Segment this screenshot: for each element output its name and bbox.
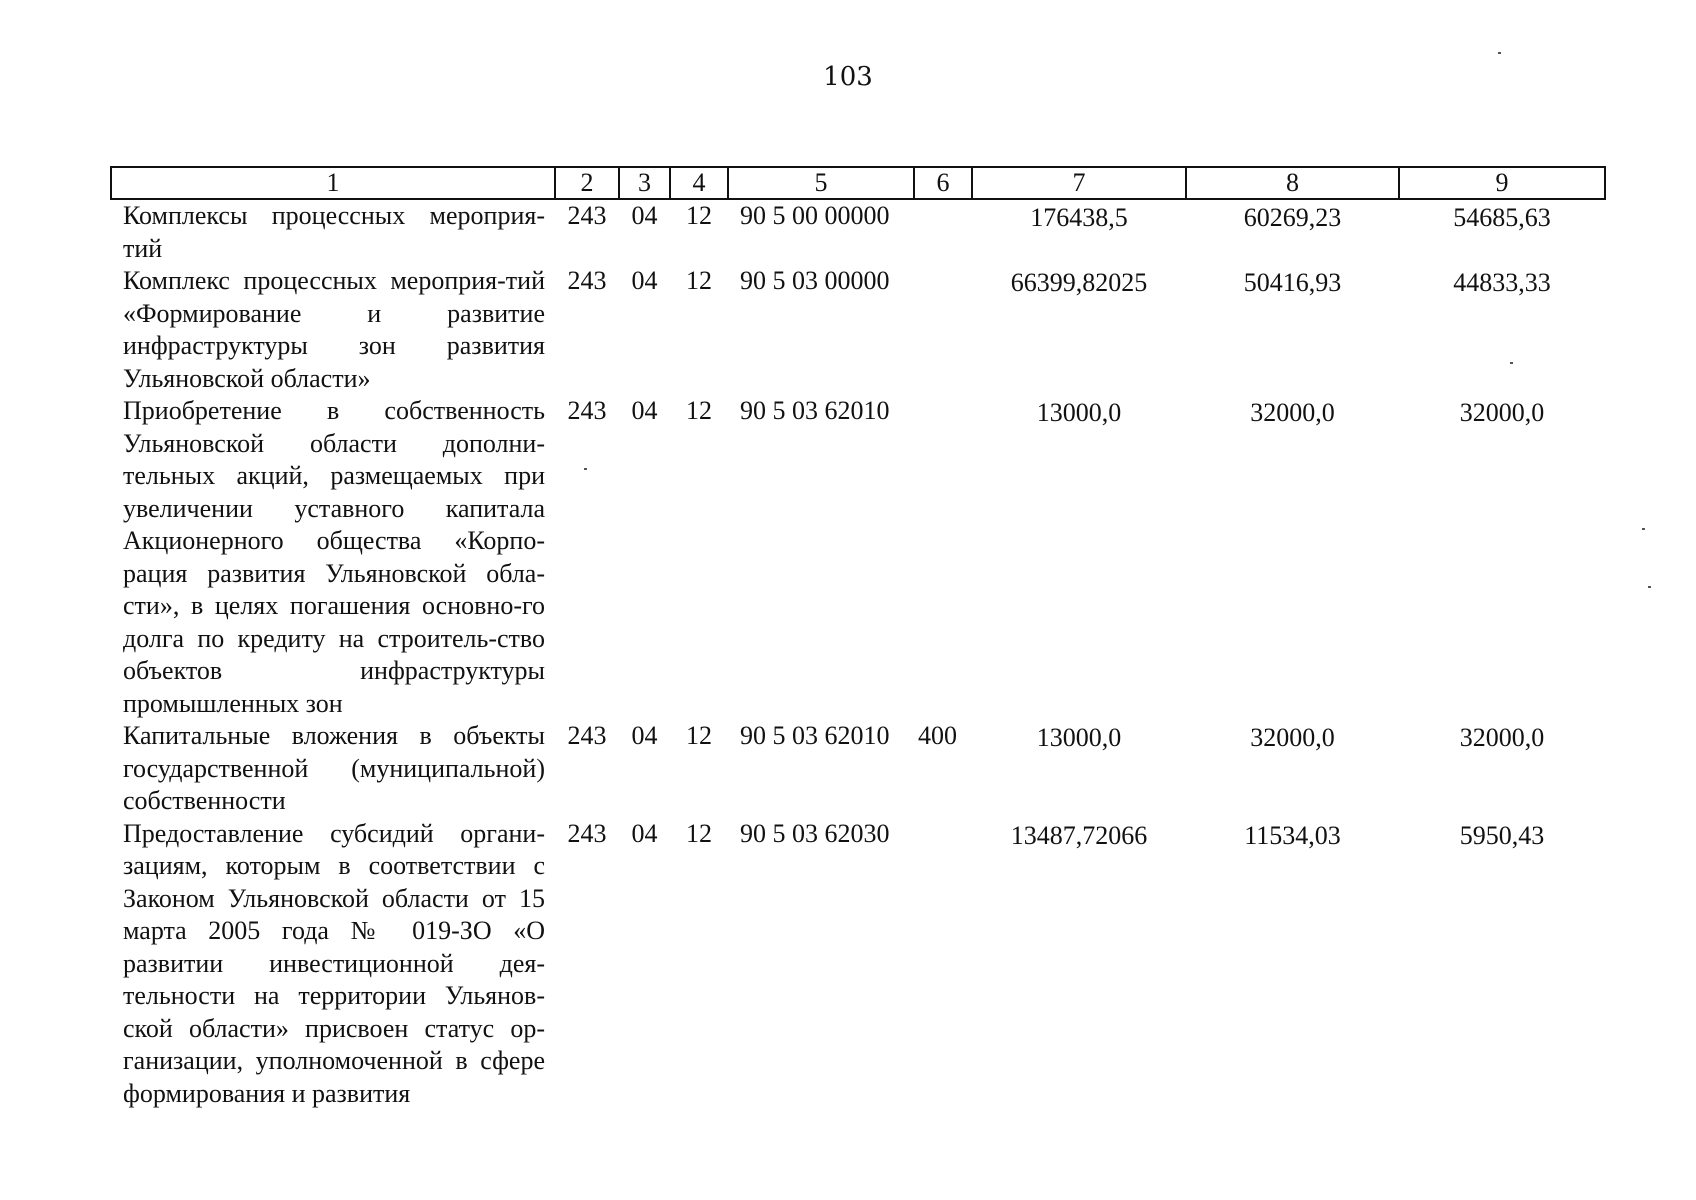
row-code-2: 243 (567, 396, 607, 425)
scan-speck (1642, 528, 1645, 530)
row-code-2: 243 (567, 818, 607, 848)
table-row (111, 265, 1605, 395)
scan-speck (1498, 52, 1501, 54)
row-code-2: 243 (567, 721, 607, 750)
header-col-5: 5 (728, 167, 914, 199)
row-code-5: 90 5 03 62010 (740, 721, 890, 750)
row-value-9: 54685,63 (1453, 203, 1551, 232)
row-code-4: 12 (686, 818, 712, 848)
row-code-4: 12 (686, 396, 712, 425)
row-name: Предоставление субсидий органи-зациям, которым в соответствии с Законом Ульяновской области от 15 марта 2005 года № 019-ЗО «О развитии инвестиционной дея-тельности на территории Ульянов-ской области» присвоен статус ор-ганизации, уполномоченной в сфере формирования и развития (123, 818, 545, 1108)
header-col-1: 1 (111, 167, 555, 199)
row-code-3: 04 (631, 396, 658, 425)
row-code-2: 243 (567, 266, 607, 295)
page-number: 103 (823, 62, 873, 92)
row-name: Комплексы процессных мероприя-тий (123, 201, 545, 263)
row-value-7: 13487,72066 (1010, 820, 1148, 850)
row-code-6 (914, 265, 972, 395)
row-code-4: 12 (686, 201, 712, 230)
row-value-7: 13000,0 (1036, 398, 1122, 427)
row-code-5: 90 5 00 00000 (740, 201, 890, 230)
row-value-7: 176438,5 (1030, 203, 1128, 232)
scan-speck (584, 468, 587, 470)
row-value-9: 5950,43 (1459, 820, 1545, 850)
row-name: Комплекс процессных мероприя-тий «Формирование и развитие инфраструктуры зон развития Ульяновской области» (123, 266, 545, 393)
row-name: Капитальные вложения в объекты государственной (муниципальной) собственности (123, 721, 545, 815)
row-code-6 (914, 818, 972, 1111)
header-col-7: 7 (972, 167, 1186, 199)
row-code-3: 04 (631, 818, 658, 848)
scan-speck (1510, 362, 1513, 364)
row-code-6: 400 (918, 721, 957, 750)
table-row (111, 720, 1605, 818)
header-col-3: 3 (619, 167, 670, 199)
table-row (111, 199, 1605, 265)
row-code-6 (914, 395, 972, 720)
budget-table (110, 166, 1606, 1110)
row-code-5: 90 5 03 62010 (740, 396, 890, 425)
row-code-4: 12 (686, 721, 712, 750)
header-col-8: 8 (1186, 167, 1399, 199)
header-col-9: 9 (1399, 167, 1605, 199)
row-value-9: 32000,0 (1459, 398, 1545, 427)
row-code-2: 243 (567, 201, 607, 230)
row-value-8: 50416,93 (1243, 268, 1342, 297)
table-row (111, 395, 1605, 720)
table-body (111, 199, 1605, 1110)
row-value-9: 32000,0 (1459, 723, 1545, 752)
table-row (111, 818, 1605, 1111)
row-name: Приобретение в собственность Ульяновской области дополни-тельных акций, размещаемых при увеличении уставного капитала Акционерного общества «Корпо-рация развития Ульяновской обла-сти», в целях погашения основно-го долга по кредиту на строитель-ство объектов инфраструктуры промышленных зон (123, 396, 545, 718)
row-code-4: 12 (686, 266, 712, 295)
row-value-8: 32000,0 (1250, 723, 1335, 752)
table-header (111, 167, 1605, 199)
row-value-7: 66399,82025 (1010, 268, 1148, 297)
row-code-5: 90 5 03 00000 (740, 266, 890, 295)
header-col-6: 6 (914, 167, 972, 199)
row-code-3: 04 (631, 201, 658, 230)
row-value-8: 32000,0 (1250, 398, 1335, 427)
row-value-8: 60269,23 (1243, 203, 1342, 232)
header-row (111, 167, 1605, 199)
row-value-8: 11534,03 (1244, 820, 1341, 850)
scan-speck (1648, 586, 1651, 588)
row-code-3: 04 (631, 266, 658, 295)
row-value-9: 44833,33 (1453, 268, 1551, 297)
header-col-4: 4 (670, 167, 728, 199)
row-code-5: 90 5 03 62030 (740, 818, 890, 848)
row-code-3: 04 (631, 721, 658, 750)
header-col-2: 2 (555, 167, 619, 199)
row-code-6 (914, 199, 972, 265)
row-value-7: 13000,0 (1036, 723, 1122, 752)
